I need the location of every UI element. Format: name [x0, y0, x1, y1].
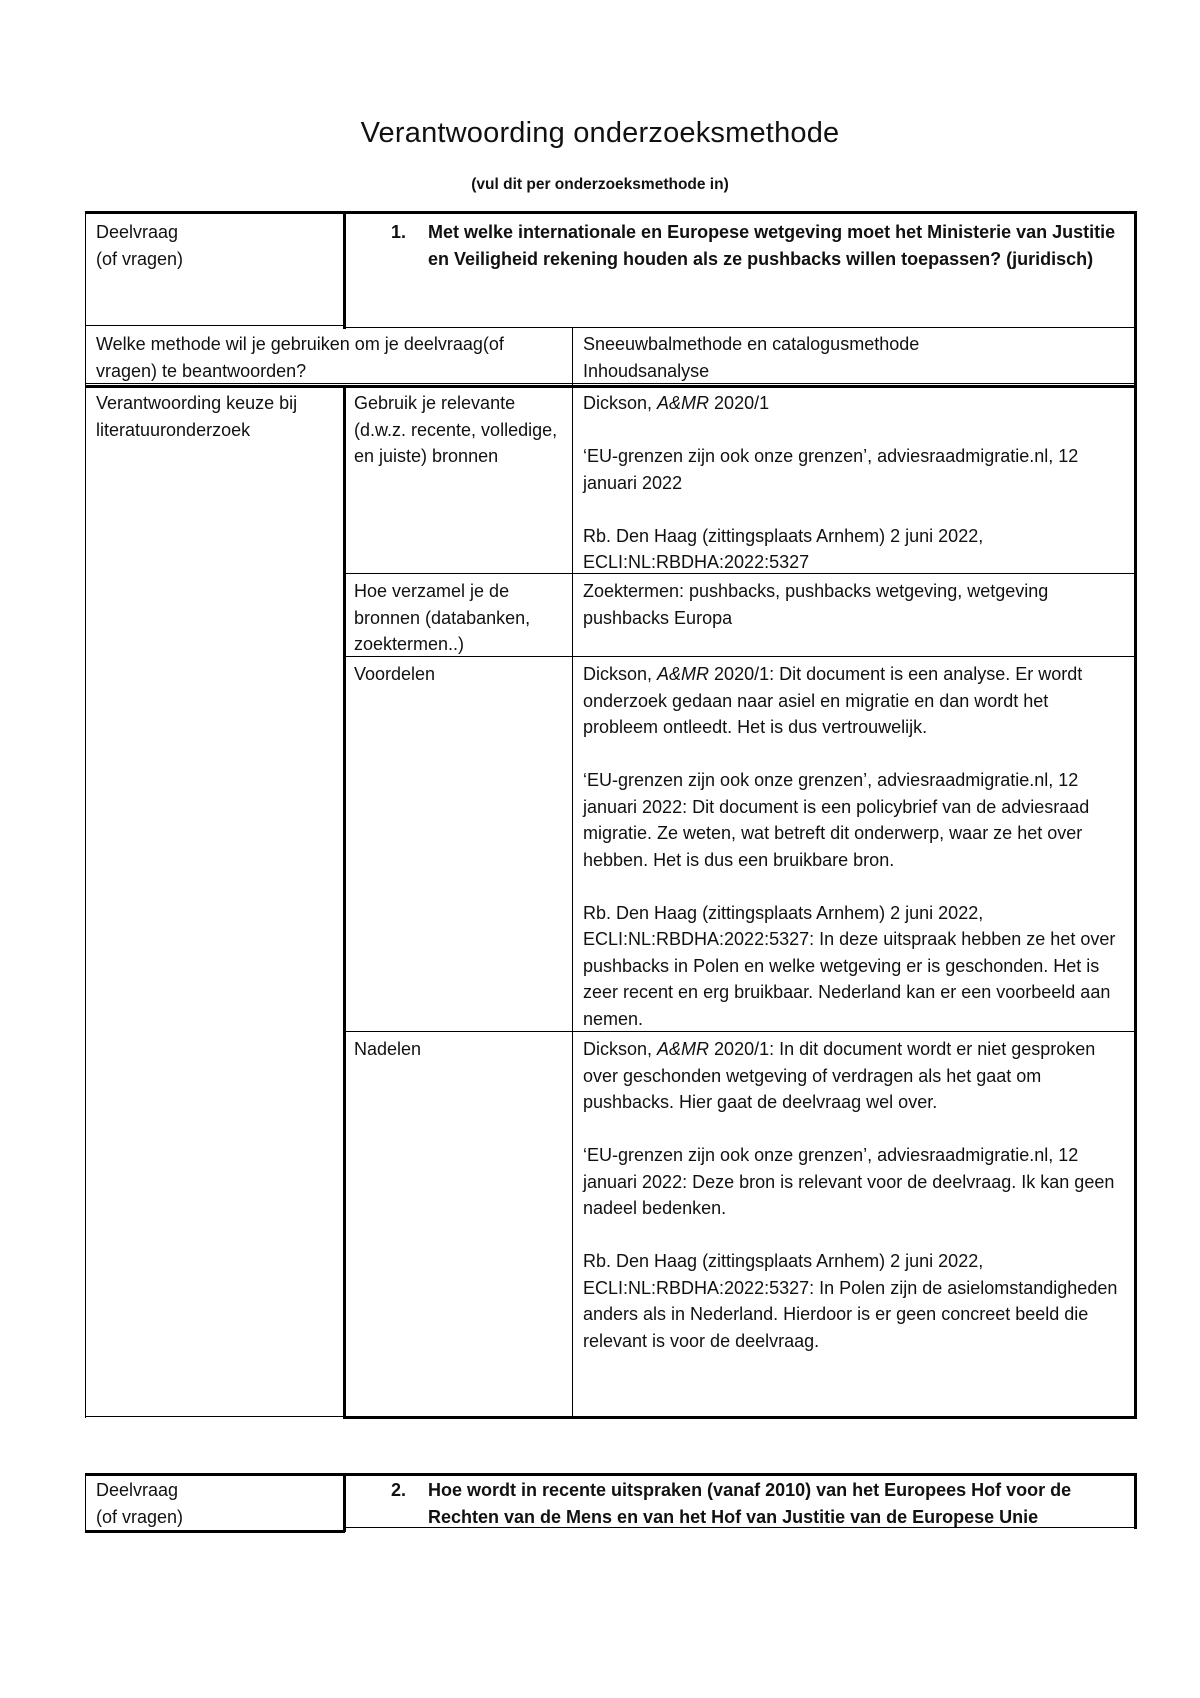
row-label-voordelen: Voordelen — [354, 664, 436, 684]
advantage-entry: Dickson, A&MR 2020/1: Dit document is een analyse. Er wordt onderzoek gedaan naar asiel en migratie en dan wordt het probleem ontleedt. Het is dus vertrouwelijk. — [583, 664, 1083, 737]
source-entry: Dickson, A&MR 2020/1 — [583, 393, 770, 413]
source-entry: Rb. Den Haag (zittingsplaats Arnhem) 2 juni 2022, ECLI:NL:RBDHA:2022:5327 — [583, 525, 984, 572]
row-label-nadelen: Nadelen — [354, 1039, 422, 1059]
advantages-list — [583, 661, 1128, 1032]
question-number: 2. — [391, 1480, 407, 1500]
advantage-entry: Rb. Den Haag (zittingsplaats Arnhem) 2 juni 2022, ECLI:NL:RBDHA:2022:5327: In deze uitspraak hebben ze het over pushbacks in Polen en welke wetgeving er is geschonden. Het is zeer recent en erg bruikbaar. Nederland kan er een voorbeeld aan nemen. — [583, 902, 1116, 1029]
search-terms: Zoektermen: pushbacks, pushbacks wetgeving, wetgeving pushbacks Europa — [583, 581, 1049, 628]
deelvraag-label: Deelvraag (of vragen) — [96, 1480, 184, 1527]
method-question: Welke methode wil je gebruiken om je deelvraag(of vragen) te beantwoorden? — [96, 334, 504, 381]
row-label-relevante-bronnen: Gebruik je relevante (d.w.z. recente, volledige, en juiste) bronnen — [354, 393, 558, 466]
page-title: Verantwoording onderzoeksmethode — [360, 117, 840, 149]
question-text: Met welke internationale en Europese wetgeving moet het Ministerie van Justitie en Veiligheid rekening houden als ze pushbacks willen toepassen? (juridisch) — [428, 222, 1116, 269]
verantwoording-label: Verantwoording keuze bij literatuuronderzoek — [96, 393, 298, 440]
question-text: Hoe wordt in recente uitspraken (vanaf 2010) van het Europees Hof voor de Rechten van de Mens en van het Hof van Justitie van de Europese Unie — [428, 1480, 1072, 1527]
disadvantages-list — [583, 1036, 1128, 1354]
row-label-verzamelen: Hoe verzamel je de bronnen (databanken, zoektermen..) — [354, 581, 531, 654]
advantage-entry: ‘EU-grenzen zijn ook onze grenzen’, adviesraadmigratie.nl, 12 januari 2022: Dit document is een policybrief van de adviesraad migratie. Ze weten, wat betreft dit onderwerp, waar ze het over hebben. Het is dus een bruikbare bron. — [583, 770, 1090, 870]
question-number: 1. — [391, 222, 407, 242]
disadvantage-entry: ‘EU-grenzen zijn ook onze grenzen’, adviesraadmigratie.nl, 12 januari 2022: Deze bron is relevant voor de deelvraag. Ik kan geen nadeel bedenken. — [583, 1145, 1115, 1218]
sources-list — [583, 390, 1128, 576]
method-answer: Sneeuwbalmethode en catalogusmethode Inhoudsanalyse — [583, 334, 920, 381]
disadvantage-entry: Rb. Den Haag (zittingsplaats Arnhem) 2 juni 2022, ECLI:NL:RBDHA:2022:5327: In Polen zijn de asielomstandigheden anders als in Nederland. Hierdoor is er geen concreet beeld die relevant is voor de deelvraag. — [583, 1251, 1118, 1351]
source-entry: ‘EU-grenzen zijn ook onze grenzen’, adviesraadmigratie.nl, 12 januari 2022 — [583, 446, 1079, 493]
deelvraag-label: Deelvraag (of vragen) — [96, 222, 184, 269]
disadvantage-entry: Dickson, A&MR 2020/1: In dit document wordt er niet gesproken over geschonden wetgeving of verdragen als het gaat om pushbacks. Hier gaat de deelvraag wel over. — [583, 1039, 1096, 1112]
page-subtitle: (vul dit per onderzoeksmethode in) — [471, 176, 729, 193]
